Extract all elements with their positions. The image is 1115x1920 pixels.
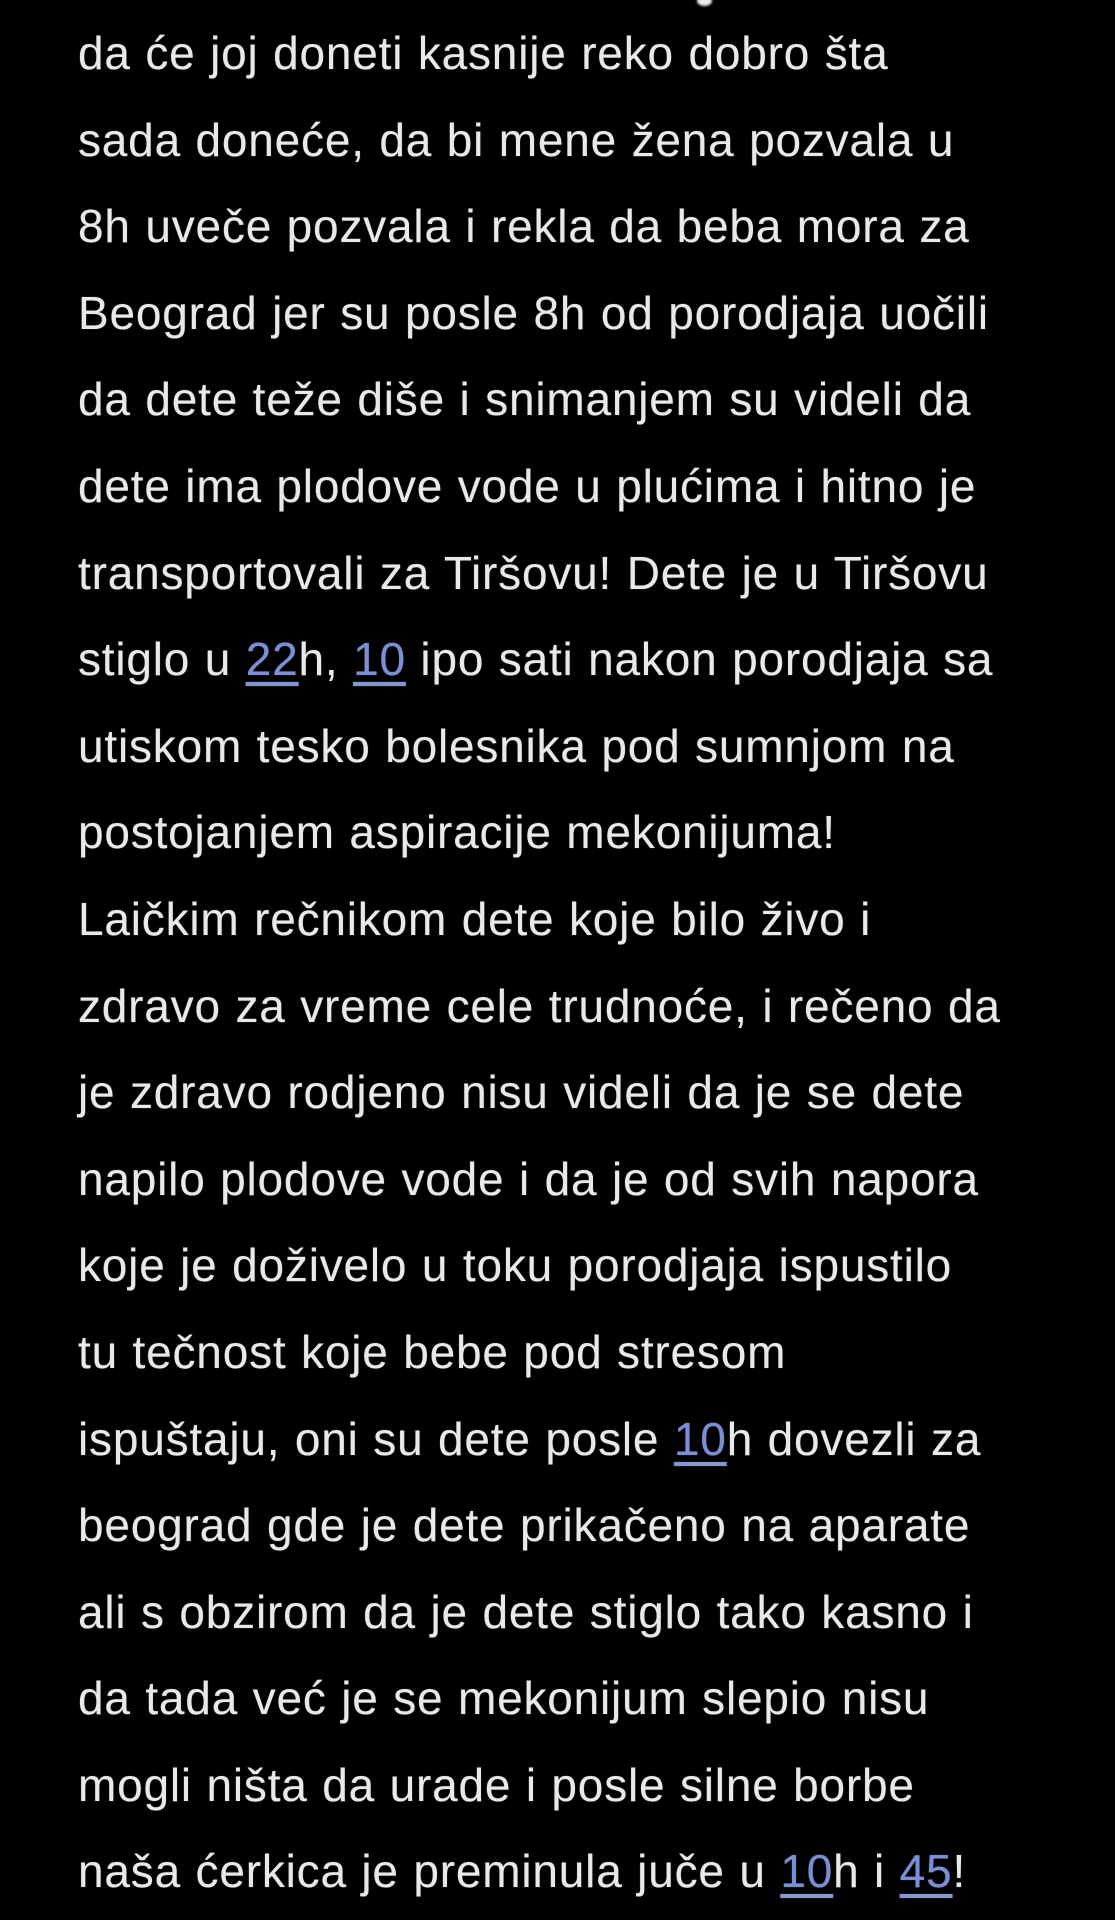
text-line: [78, 1222, 1088, 1309]
time-link[interactable]: 22: [245, 633, 299, 686]
text-segment: da dete teže diše i snimanjem su videli da: [78, 373, 972, 426]
text-segment: h,: [298, 633, 354, 686]
text-segment: !: [952, 1845, 967, 1898]
text-segment: je zdravo rodjeno nisu videli da je se dete: [78, 1066, 965, 1119]
text-line: [78, 270, 1088, 357]
text-line: [78, 443, 1088, 530]
text-line: [78, 963, 1088, 1050]
text-segment: ispuštaju, oni su dete posle: [78, 1412, 674, 1465]
text-line: [78, 1396, 1088, 1483]
text-segment: tu tečnost koje bebe pod stresom: [78, 1325, 787, 1378]
text-segment: napilo plodove vode i da je od svih napora: [78, 1152, 979, 1205]
text-line: [78, 616, 1088, 703]
text-line: [78, 1569, 1088, 1656]
time-link[interactable]: 10: [673, 1412, 727, 1465]
text-line: [78, 1136, 1088, 1223]
text-line: [78, 183, 1088, 270]
post-text: [78, 10, 1088, 1915]
text-segment: h dovezli za: [726, 1412, 982, 1465]
text-segment: mogli ništa da urade i posle silne borbe: [78, 1758, 915, 1811]
text-line: [78, 1828, 1088, 1915]
text-segment: ipo sati nakon porodjaja sa: [405, 633, 994, 686]
text-segment: koje je doživelo u toku porodjaja ispustilo: [78, 1239, 953, 1292]
text-segment: da tada već je se mekonijum slepio nisu: [78, 1672, 930, 1725]
text-segment: dete ima plodove vode u plućima i hitno je: [78, 459, 977, 512]
text-segment: postojanjem aspiracije mekonijuma!: [78, 806, 836, 859]
text-segment: h i: [833, 1845, 900, 1898]
text-segment: stiglo u: [78, 633, 246, 686]
text-line: [78, 356, 1088, 443]
text-line: [78, 1742, 1088, 1829]
text-line: [78, 876, 1088, 963]
cutoff-glyph-top: [697, 0, 712, 6]
text-segment: 8h uveče pozvala i rekla da beba mora za: [78, 200, 970, 253]
text-line: [78, 1655, 1088, 1742]
time-link[interactable]: 45: [899, 1845, 953, 1898]
time-link[interactable]: 10: [353, 633, 406, 686]
text-line: [78, 530, 1088, 617]
text-segment: utiskom tesko bolesnika pod sumnjom na: [78, 719, 955, 772]
text-segment: Beograd jer su posle 8h od porodjaja uočili: [78, 286, 989, 339]
text-line: [78, 789, 1088, 876]
text-line: [78, 1049, 1088, 1136]
text-segment: Laičkim rečnikom dete koje bilo živo i: [78, 892, 872, 945]
text-segment: da će joj doneti kasnije reko dobro šta: [78, 27, 889, 79]
text-segment: sada doneće, da bi mene žena pozvala u: [78, 113, 955, 166]
text-segment: naša ćerkica je preminula juče u: [78, 1845, 781, 1898]
text-segment: ali s obzirom da je dete stiglo tako kasno i: [78, 1585, 974, 1638]
text-line: [78, 703, 1088, 790]
text-line: [78, 10, 1088, 97]
time-link[interactable]: 10: [780, 1845, 834, 1898]
text-segment: zdravo za vreme cele trudnoće, i rečeno da: [78, 979, 1001, 1032]
text-segment: beograd gde je dete prikačeno na aparate: [78, 1499, 971, 1552]
text-line: [78, 1482, 1088, 1569]
text-segment: transportovali za Tiršovu! Dete je u Tiršovu: [78, 546, 989, 599]
text-line: [78, 1309, 1088, 1396]
text-line: [78, 97, 1088, 184]
